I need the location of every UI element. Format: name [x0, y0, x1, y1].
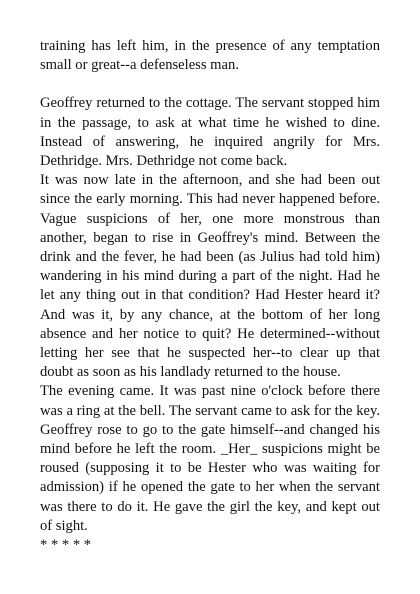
paragraph-gap — [40, 75, 380, 94]
paragraph-3: It was now late in the afternoon, and she had been out since the early morning. This had never happened before. Vague suspicions of her, one more monstrous than another, began to rise in Geoffrey's mind. Between the drink and the fever, he had been (as Julius had told him) wandering in his mind during a part of the night. Had he let any thing out in that condition? Had Hester heard it? And was it, by any chance, at the bottom of her long absence and her notice to quit? He determined--without letting her see that he suspected her--to clear up that doubt as soon as his landlady returned to the house. — [40, 172, 380, 381]
paragraph-1: training has left him, in the presence of any temptation small or great--a defenseless man. — [40, 38, 380, 74]
paragraph-4: The evening came. It was past nine o'clock before there was a ring at the bell. The servant came to ask for the key. Geoffrey rose to go to the gate himself--and changed his mind before he left the room. _Her_ suspicions might be roused (supposing it to be Hester who was waiting for admission) if he opened the gate to her when the servant was there to do it. He gave the girl the key, and kept out of sight. — [40, 383, 380, 534]
paragraph-2: Geoffrey returned to the cottage. The servant stopped him in the passage, to ask at what time he wished to dine. Instead of answering, he inquired angrily for Mrs. Dethridge. Mrs. Dethridge not come back. — [40, 95, 380, 170]
section-separator: * * * * * — [40, 537, 92, 554]
document-page — [40, 37, 380, 555]
